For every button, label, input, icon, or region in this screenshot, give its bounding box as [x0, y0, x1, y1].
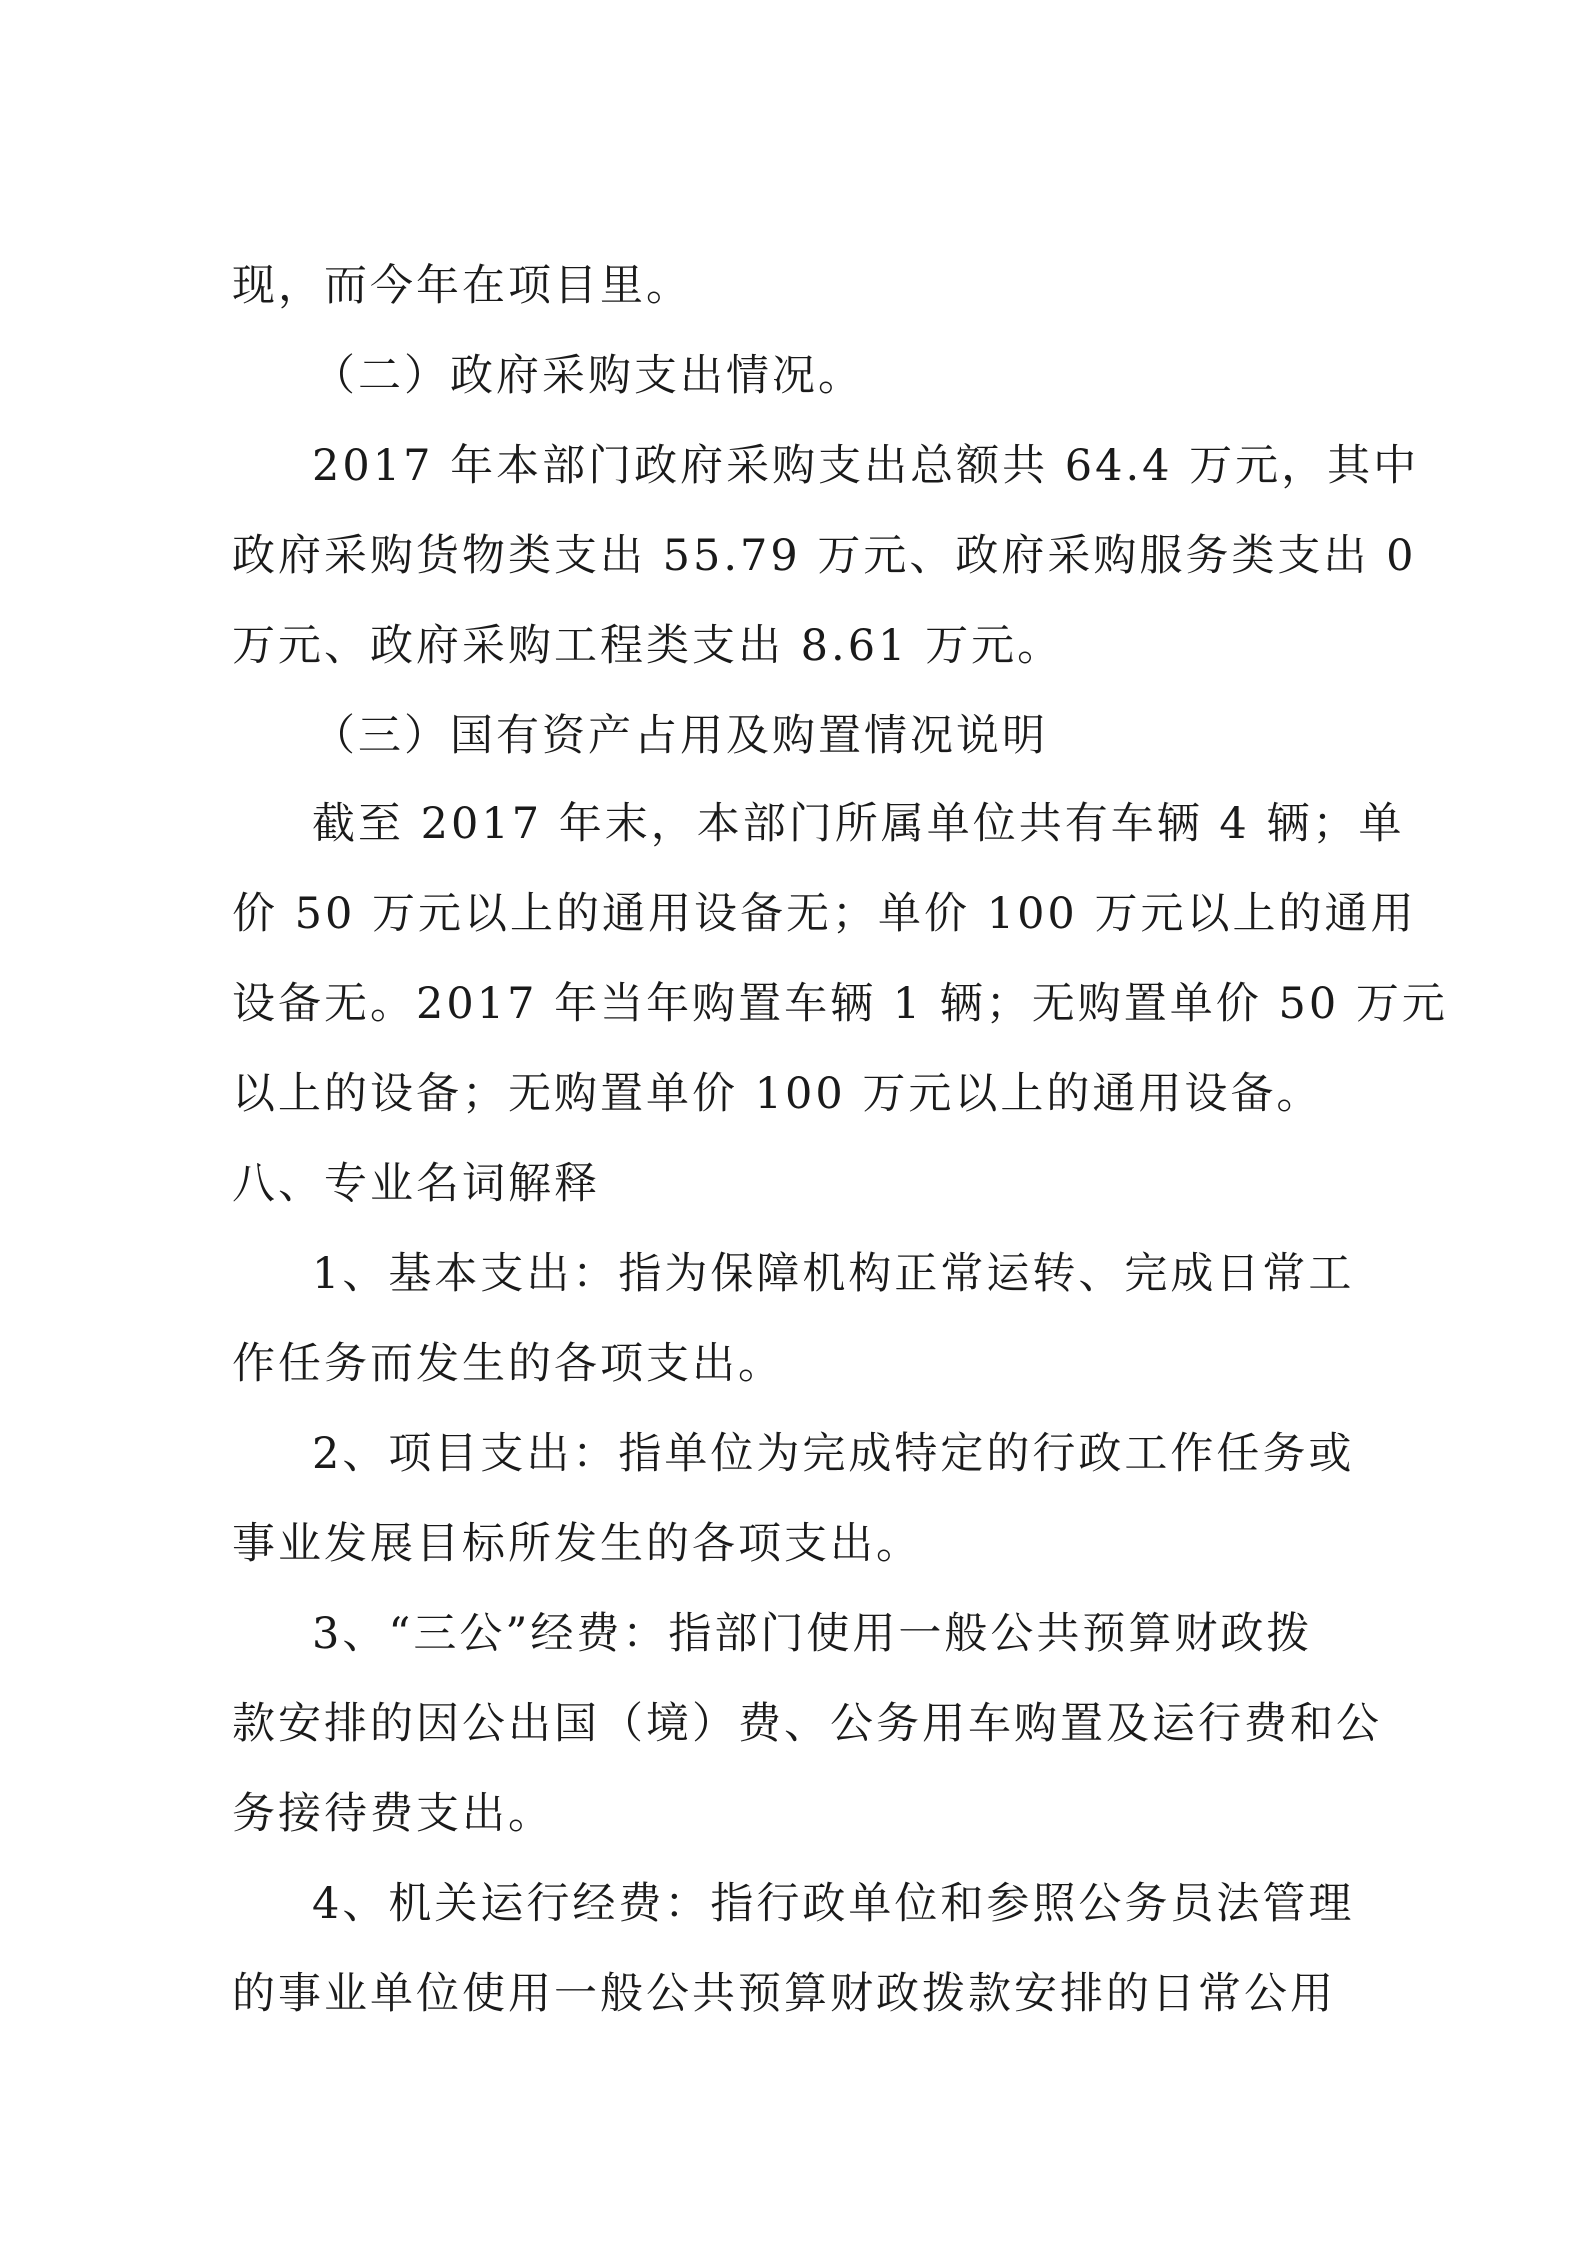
text-line: 以上的设备；无购置单价 100 万元以上的通用设备。 — [232, 1069, 1323, 1119]
section-heading: 八、专业名词解释 — [232, 1159, 600, 1209]
text-line: 3、“三公”经费：指部门使用一般公共预算财政拨 — [312, 1609, 1313, 1659]
section-heading: （三）国有资产占用及购置情况说明 — [312, 711, 1048, 761]
text-line: 设备无。2017 年当年购置车辆 1 辆；无购置单价 50 万元 — [232, 979, 1448, 1029]
text-line: 2、项目支出：指单位为完成特定的行政工作任务或 — [312, 1429, 1355, 1479]
text-line: 作任务而发生的各项支出。 — [232, 1339, 784, 1389]
text-line: 万元、政府采购工程类支出 8.61 万元。 — [232, 621, 1064, 671]
text-line: 4、机关运行经费：指行政单位和参照公务员法管理 — [312, 1879, 1355, 1929]
text-line: 政府采购货物类支出 55.79 万元、政府采购服务类支出 0 — [232, 531, 1417, 581]
text-line: 价 50 万元以上的通用设备无；单价 100 万元以上的通用 — [232, 889, 1417, 939]
text-line: 务接待费支出。 — [232, 1789, 554, 1839]
text-line: 事业发展目标所发生的各项支出。 — [232, 1519, 922, 1569]
text-line: 截至 2017 年末，本部门所属单位共有车辆 4 辆；单 — [312, 799, 1405, 849]
text-line: 1、基本支出：指为保障机构正常运转、完成日常工 — [312, 1249, 1355, 1299]
section-heading: （二）政府采购支出情况。 — [312, 351, 864, 401]
text-line: 2017 年本部门政府采购支出总额共 64.4 万元，其中 — [312, 441, 1420, 491]
text-line: 现，而今年在项目里。 — [232, 261, 692, 311]
text-line: 款安排的因公出国（境）费、公务用车购置及运行费和公 — [232, 1699, 1382, 1749]
text-line: 的事业单位使用一般公共预算财政拨款安排的日常公用 — [232, 1969, 1336, 2019]
